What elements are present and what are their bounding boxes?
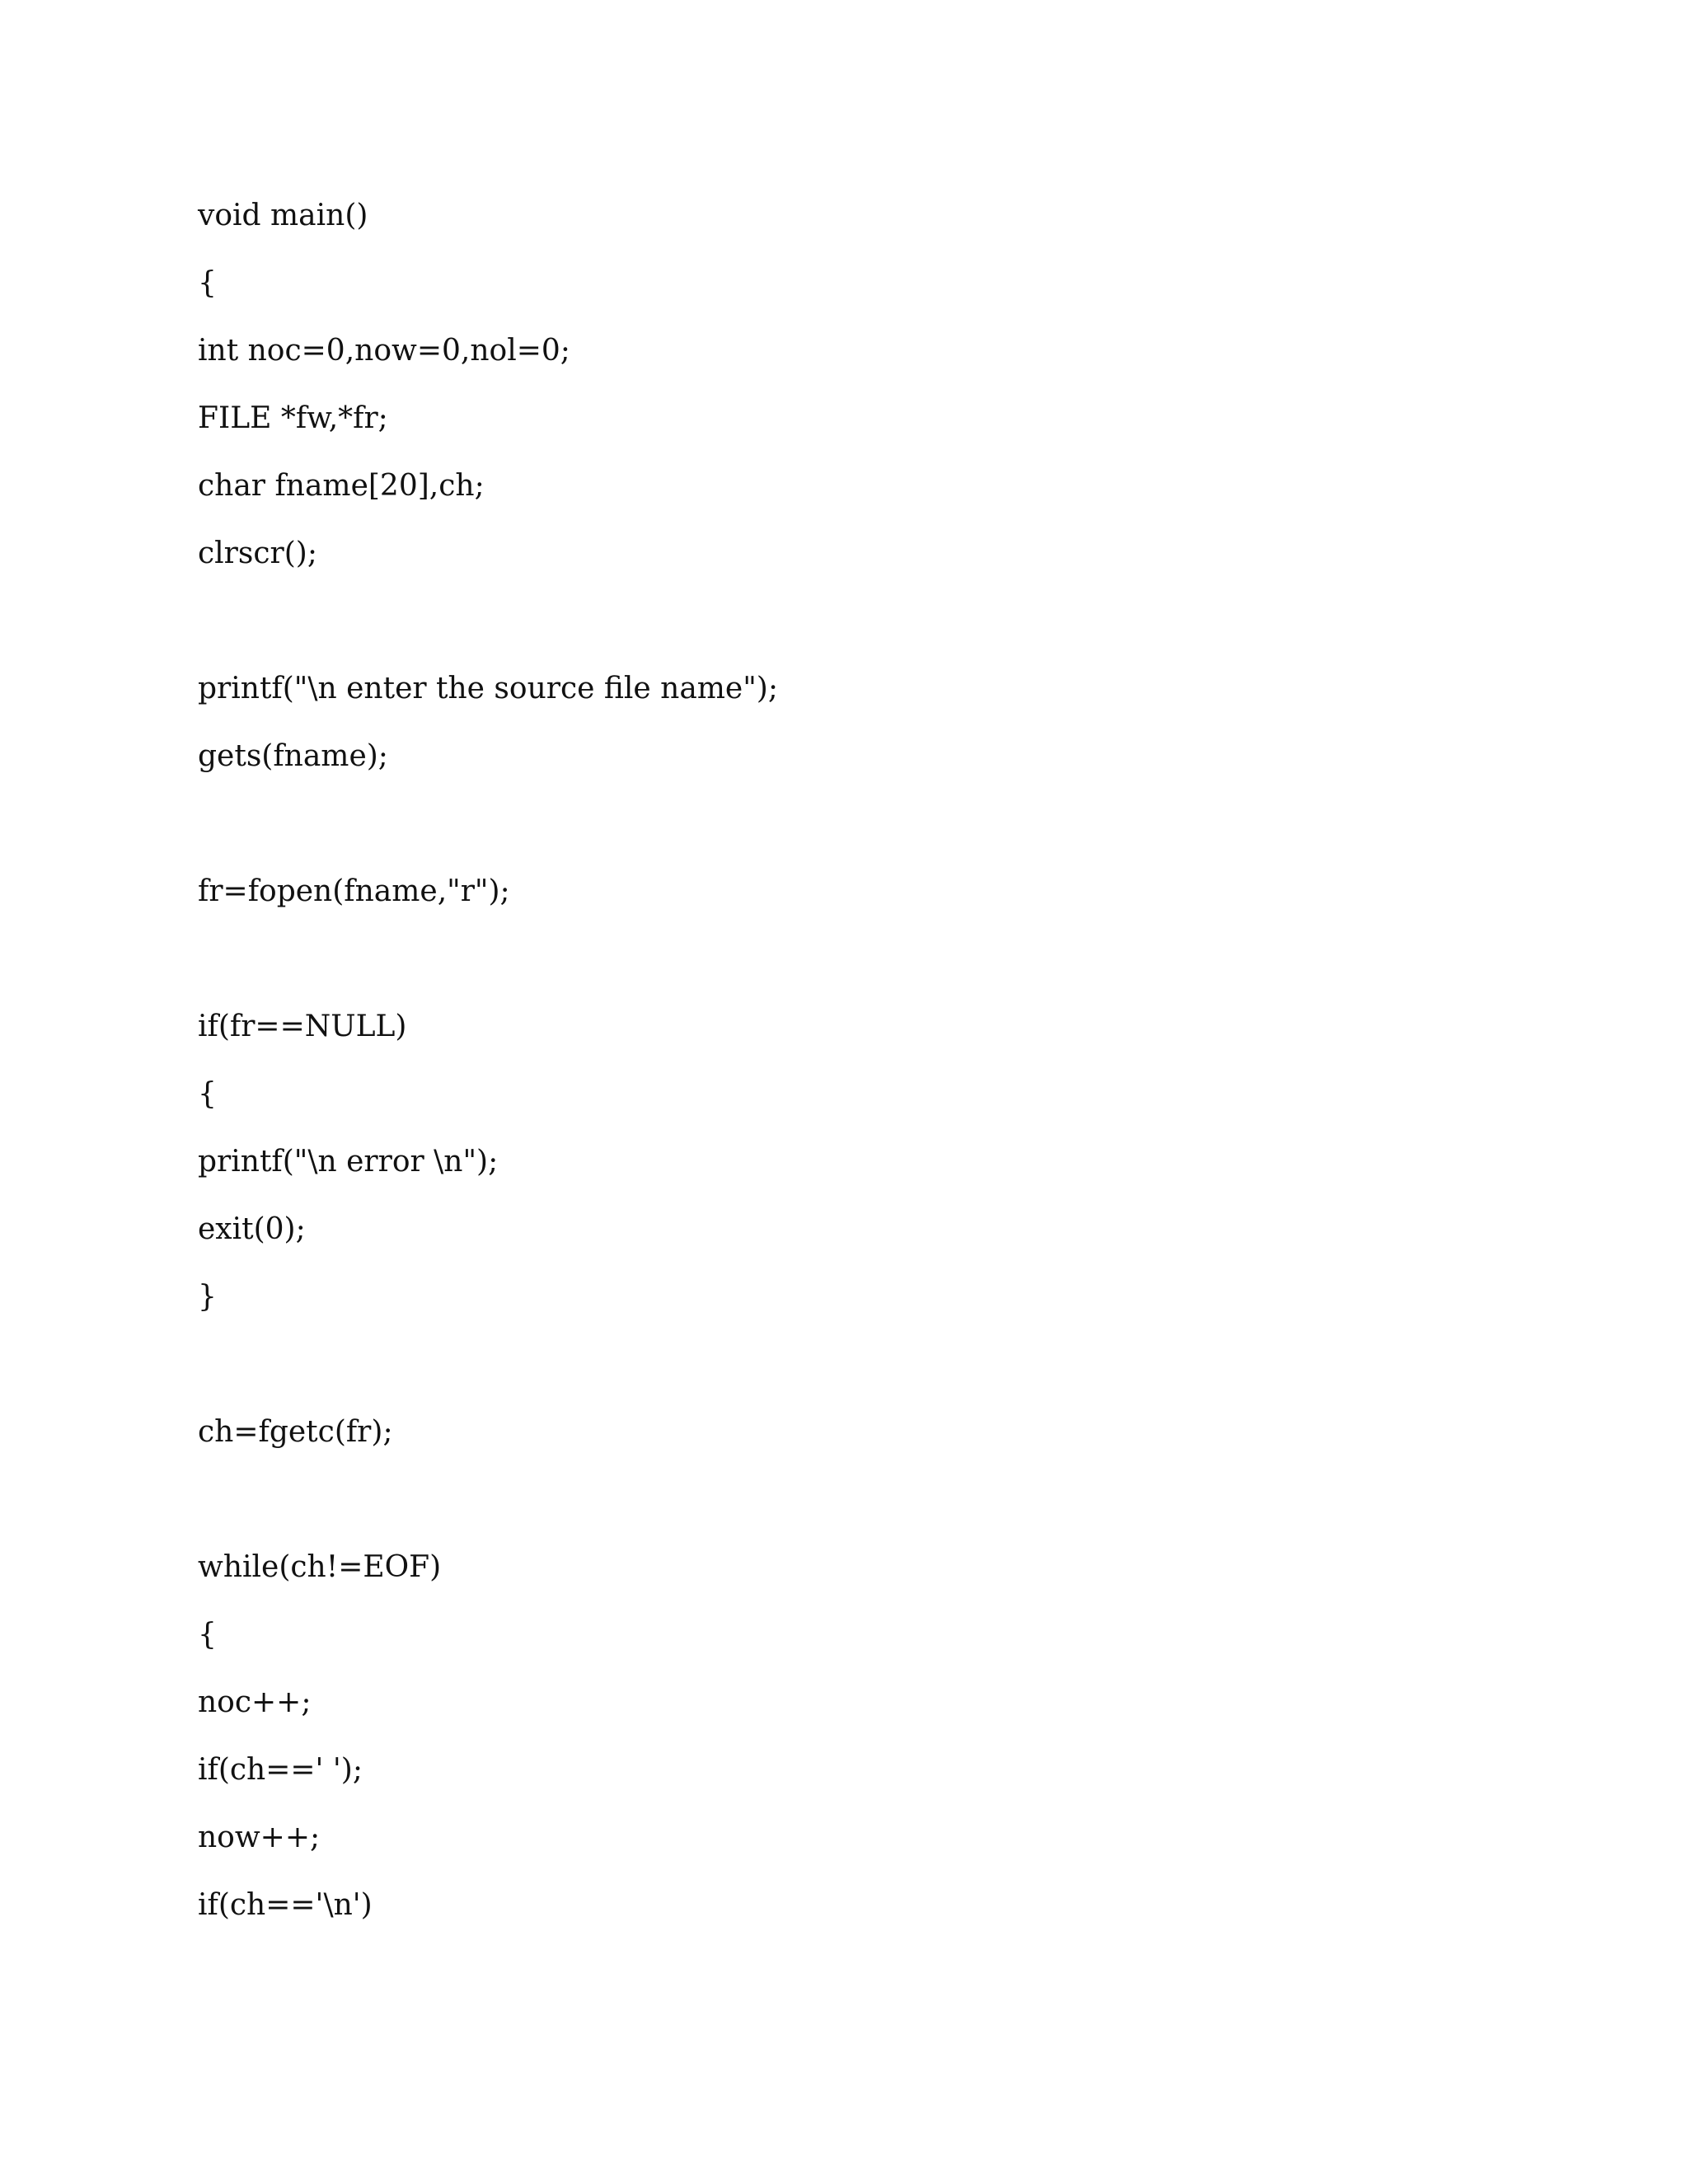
code-line: char fname[20],ch; <box>198 469 485 503</box>
code-line: { <box>198 1618 217 1652</box>
code-line: void main() <box>198 199 368 232</box>
code-line: FILE *fw,*fr; <box>198 401 388 435</box>
code-line: gets(fname); <box>198 739 388 773</box>
code-line: if(fr==NULL) <box>198 1010 407 1043</box>
code-line: ch=fgetc(fr); <box>198 1415 393 1449</box>
code-line: printf("\n enter the source file name"); <box>198 672 778 705</box>
code-line: } <box>198 1280 217 1314</box>
code-line: while(ch!=EOF) <box>198 1550 442 1584</box>
code-line: { <box>198 266 217 300</box>
code-line: int noc=0,now=0,nol=0; <box>198 334 570 368</box>
code-line: if(ch==' '); <box>198 1753 363 1787</box>
code-line: clrscr(); <box>198 537 317 570</box>
code-line: { <box>198 1077 217 1111</box>
code-line: fr=fopen(fname,"r"); <box>198 874 510 908</box>
code-line: printf("\n error \n"); <box>198 1145 499 1179</box>
code-line: now++; <box>198 1821 321 1854</box>
code-line: if(ch=='\n') <box>198 1888 373 1922</box>
code-line: noc++; <box>198 1685 312 1719</box>
code-line: exit(0); <box>198 1212 306 1246</box>
